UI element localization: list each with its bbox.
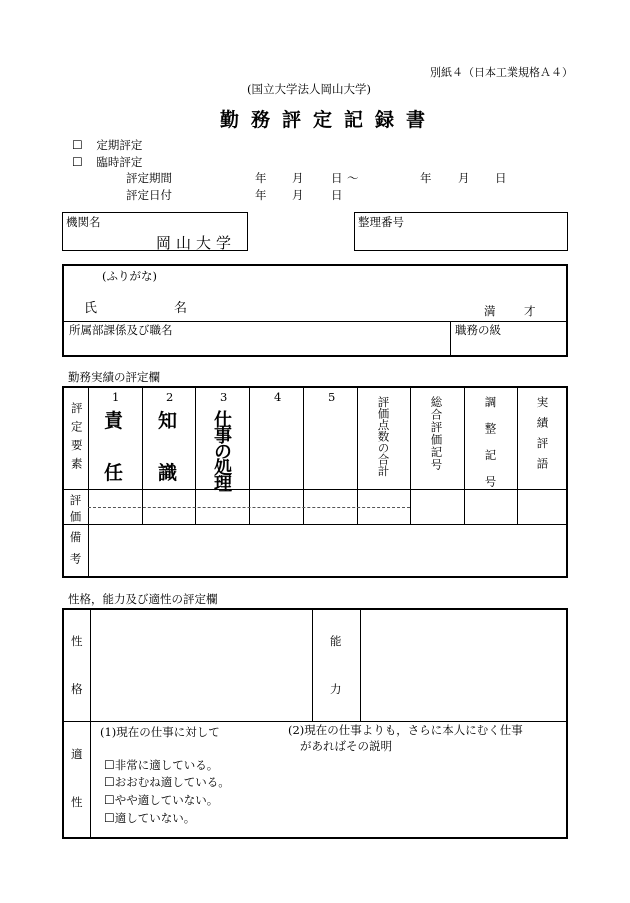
reference-number-box[interactable] bbox=[354, 212, 568, 251]
date-label: 評定日付 bbox=[126, 188, 172, 202]
character-label-1: 性 bbox=[71, 634, 83, 648]
col5-number: 5 bbox=[328, 390, 336, 404]
grade-divider bbox=[450, 321, 451, 355]
performance-section-title: 勤務実績の評定欄 bbox=[68, 370, 160, 384]
temporary-label: 臨時評定 bbox=[96, 155, 143, 169]
period-end-day: 日 bbox=[495, 171, 507, 185]
grade-label: 職務の級 bbox=[455, 323, 501, 337]
notes-row-label: 備考 bbox=[68, 531, 83, 574]
periodic-label: 定期評定 bbox=[96, 138, 143, 152]
checkbox-icon[interactable]: ☐ bbox=[104, 758, 115, 772]
page-title: 勤務評定記録書 bbox=[220, 109, 438, 131]
ability-label-1: 能 bbox=[330, 634, 342, 648]
row-header-text: 評定要素 bbox=[69, 402, 84, 476]
table-line bbox=[360, 610, 361, 721]
col1-char-a: 責 bbox=[104, 410, 124, 432]
aptitude-question-1: (1)現在の仕事に対して bbox=[100, 725, 220, 739]
total-score-label: 評価点数の合計 bbox=[376, 396, 391, 477]
period-start-year: 年 bbox=[255, 171, 267, 185]
name-label-2: 名 bbox=[174, 301, 188, 316]
checkbox-icon[interactable]: ☐ bbox=[104, 811, 115, 825]
col4-number: 4 bbox=[274, 390, 282, 404]
date-day: 日 bbox=[331, 188, 343, 202]
table-line bbox=[142, 388, 143, 524]
ability-label-2: 力 bbox=[330, 682, 342, 696]
temporary-option[interactable] bbox=[72, 156, 142, 169]
performance-remark-label: 実績評語 bbox=[535, 396, 550, 478]
overall-grade-label: 総合評価記号 bbox=[429, 396, 444, 471]
col2-char-b: 識 bbox=[158, 462, 178, 484]
date-month: 月 bbox=[292, 188, 304, 202]
person-divider bbox=[64, 321, 566, 322]
aptitude-option-2[interactable]: ☐おおむね適している。 bbox=[104, 775, 230, 789]
table-line bbox=[410, 388, 411, 524]
organization-value: 岡山大学 bbox=[156, 234, 237, 252]
organization-box[interactable] bbox=[62, 212, 248, 251]
age-label-2: 才 bbox=[524, 304, 536, 318]
organization-caption: (国立大学法人岡山大学) bbox=[247, 82, 371, 96]
col1-char-b: 任 bbox=[104, 462, 124, 484]
aptitude-option-1[interactable]: ☐非常に適している。 bbox=[104, 758, 219, 772]
period-start-month: 月 bbox=[292, 171, 304, 185]
performance-table bbox=[62, 386, 568, 578]
col2-number: 2 bbox=[166, 390, 174, 404]
table-line bbox=[517, 388, 518, 524]
period-label: 評定期間 bbox=[126, 171, 172, 185]
table-line bbox=[90, 610, 91, 837]
character-table bbox=[62, 608, 568, 839]
department-label: 所属部課係及び職名 bbox=[69, 323, 173, 337]
table-line bbox=[249, 388, 250, 524]
period-separator: ～ bbox=[347, 171, 359, 185]
checkbox-icon[interactable]: ☐ bbox=[72, 155, 83, 169]
period-end-year: 年 bbox=[420, 171, 432, 185]
reference-number-label: 整理番号 bbox=[358, 215, 404, 229]
name-label-1: 氏 bbox=[84, 301, 98, 316]
col1-number: 1 bbox=[112, 390, 120, 404]
character-section-title: 性格，能力及び適性の評定欄 bbox=[68, 592, 218, 606]
date-year: 年 bbox=[255, 188, 267, 202]
age-label-1: 満 bbox=[484, 304, 496, 318]
period-start-day: 日 bbox=[331, 171, 343, 185]
attachment-note: 別紙４（日本工業規格Ａ４） bbox=[430, 66, 573, 79]
person-box bbox=[62, 264, 568, 357]
character-label-2: 格 bbox=[71, 682, 83, 696]
aptitude-option-3[interactable]: ☐やや適していない。 bbox=[104, 793, 219, 807]
col3-label: 仕事の処理 bbox=[211, 410, 232, 490]
period-end-month: 月 bbox=[458, 171, 470, 185]
eval-row-label: 評価 bbox=[68, 494, 83, 527]
checkbox-icon[interactable]: ☐ bbox=[72, 138, 83, 152]
furigana-label: (ふりがな) bbox=[102, 269, 157, 283]
aptitude-option-4[interactable]: ☐適していない。 bbox=[104, 811, 196, 825]
periodic-option[interactable] bbox=[72, 139, 142, 152]
checkbox-icon[interactable]: ☐ bbox=[104, 793, 115, 807]
adjustment-mark-label: 調整記号 bbox=[483, 396, 498, 502]
eval-dashed-line bbox=[88, 507, 410, 508]
row-header-elements bbox=[68, 402, 84, 476]
organization-label: 機関名 bbox=[66, 215, 101, 229]
col3-number: 3 bbox=[220, 390, 228, 404]
aptitude-question-2-line2: があればその説明 bbox=[300, 739, 392, 753]
table-line bbox=[464, 388, 465, 524]
table-line bbox=[312, 610, 313, 721]
table-line bbox=[357, 388, 358, 524]
col2-char-a: 知 bbox=[158, 410, 178, 432]
checkbox-icon[interactable]: ☐ bbox=[104, 775, 115, 789]
table-line bbox=[64, 524, 566, 525]
aptitude-label-2: 性 bbox=[71, 795, 83, 809]
table-line bbox=[303, 388, 304, 524]
table-line bbox=[195, 388, 196, 524]
aptitude-question-2-line1: (2)現在の仕事よりも，さらに本人にむく仕事 bbox=[288, 723, 523, 737]
aptitude-label-1: 適 bbox=[71, 747, 83, 761]
table-line bbox=[88, 388, 89, 576]
table-line bbox=[64, 721, 566, 722]
